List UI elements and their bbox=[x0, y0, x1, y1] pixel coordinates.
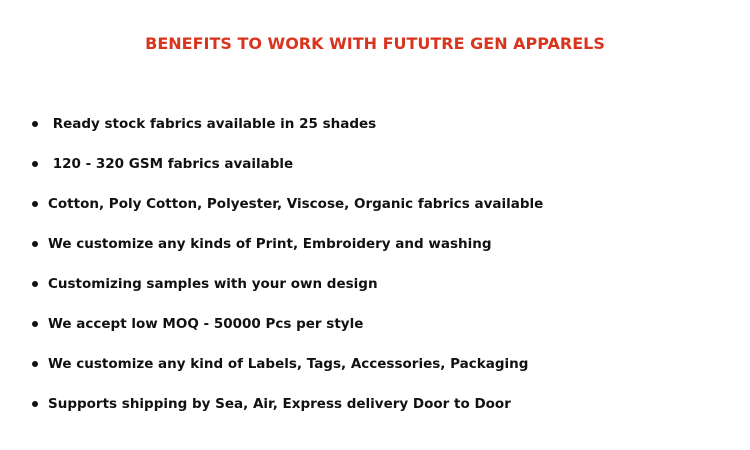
list-item bbox=[28, 384, 543, 424]
benefit-text: Ready stock fabrics available in 25 shades bbox=[48, 116, 377, 132]
list-item bbox=[28, 344, 543, 384]
bullet-icon bbox=[32, 321, 38, 327]
bullet-icon bbox=[32, 361, 38, 367]
list-item bbox=[28, 264, 543, 304]
list-item bbox=[28, 144, 543, 184]
page-title: BENEFITS TO WORK WITH FUTUTRE GEN APPARELS bbox=[145, 34, 605, 53]
bullet-icon bbox=[32, 201, 38, 207]
benefit-text: We accept low MOQ - 50000 Pcs per style bbox=[48, 316, 364, 332]
benefit-text: We customize any kinds of Print, Embroidery and washing bbox=[48, 236, 492, 252]
benefit-text: Customizing samples with your own design bbox=[48, 276, 378, 292]
benefit-text: Cotton, Poly Cotton, Polyester, Viscose, Organic fabrics available bbox=[48, 196, 544, 212]
benefits-list bbox=[28, 104, 543, 424]
bullet-icon bbox=[32, 121, 38, 127]
list-item bbox=[28, 104, 543, 144]
list-item bbox=[28, 224, 543, 264]
benefit-text: Supports shipping by Sea, Air, Express delivery Door to Door bbox=[48, 396, 511, 412]
list-item bbox=[28, 184, 543, 224]
benefit-text: We customize any kind of Labels, Tags, Accessories, Packaging bbox=[48, 356, 529, 372]
bullet-icon bbox=[32, 161, 38, 167]
bullet-icon bbox=[32, 281, 38, 287]
bullet-icon bbox=[32, 241, 38, 247]
benefit-text: 120 - 320 GSM fabrics available bbox=[48, 156, 294, 172]
list-item bbox=[28, 304, 543, 344]
bullet-icon bbox=[32, 401, 38, 407]
